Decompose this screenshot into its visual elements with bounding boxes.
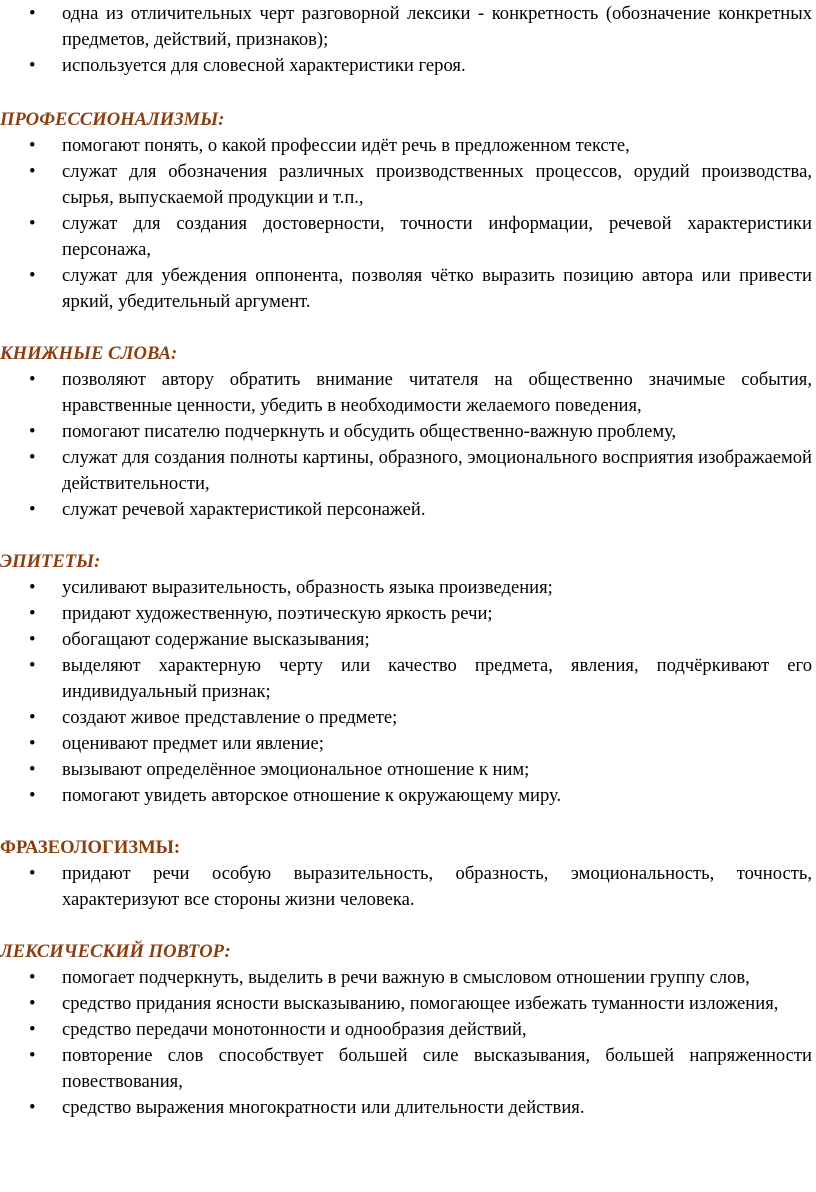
list-item-text: помогают увидеть авторское отношение к окружающему миру. [62, 785, 562, 806]
list-item-text: оценивают предмет или явление; [62, 733, 324, 754]
section-heading: КНИЖНЫЕ СЛОВА: [0, 343, 178, 364]
bullet: • [29, 213, 36, 234]
list-item [0, 965, 814, 991]
list-item [0, 445, 814, 497]
list-item-text: помогают понять, о какой профессии идёт речь в предложенном тексте, [62, 135, 630, 156]
list-item-text: придают речи особую выразительность, образность, эмоциональность, точность, характеризуют все стороны жизни человека. [62, 863, 812, 910]
list-item-text: усиливают выразительность, образность языка произведения; [62, 577, 553, 598]
intro-section [0, 0, 814, 79]
bullet: • [29, 967, 36, 988]
list-item [0, 1017, 814, 1043]
bullet: • [29, 1097, 36, 1118]
list-item-text: одна из отличительных черт разговорной лексики - конкретность (обозначение конкретных предметов, действий, признаков); [62, 3, 812, 50]
list-item [0, 367, 814, 419]
section-heading: ПРОФЕССИОНАЛИЗМЫ: [0, 109, 225, 130]
bullet: • [29, 629, 36, 650]
section-list [0, 965, 814, 1121]
list-item-text: используется для словесной характеристики героя. [62, 55, 466, 76]
section-list [0, 133, 814, 315]
bullet: • [29, 265, 36, 286]
list-item [0, 263, 814, 315]
bullet: • [29, 655, 36, 676]
section-phraseologisms [0, 835, 814, 913]
section-heading: ЭПИТЕТЫ: [0, 551, 101, 572]
list-item-text: выделяют характерную черту или качество предмета, явления, подчёркивают его индивидуальный признак; [62, 655, 812, 702]
bullet: • [29, 707, 36, 728]
list-item [0, 53, 814, 79]
list-item [0, 133, 814, 159]
bullet: • [29, 993, 36, 1014]
spacer [0, 315, 814, 341]
spacer [0, 79, 814, 107]
list-item [0, 1, 814, 53]
bullet: • [29, 785, 36, 806]
list-item [0, 419, 814, 445]
list-item-text: помогает подчеркнуть, выделить в речи важную в смысловом отношении группу слов, [62, 967, 750, 988]
section-heading: ЛЕКСИЧЕСКИЙ ПОВТОР: [0, 941, 231, 962]
bullet: • [29, 161, 36, 182]
list-item [0, 705, 814, 731]
list-item [0, 627, 814, 653]
bullet: • [29, 499, 36, 520]
section-heading: ФРАЗЕОЛОГИЗМЫ: [0, 837, 181, 858]
bullet: • [29, 759, 36, 780]
list-item [0, 783, 814, 809]
list-item-text: служат для убеждения оппонента, позволяя чётко выразить позицию автора или привести яркий, убедительный аргумент. [62, 265, 812, 312]
list-item [0, 497, 814, 523]
list-item-text: вызывают определённое эмоциональное отношение к ним; [62, 759, 530, 780]
section-book-words [0, 341, 814, 523]
list-item-text: помогают писателю подчеркнуть и обсудить общественно-важную проблему, [62, 421, 677, 442]
list-item [0, 757, 814, 783]
bullet: • [29, 3, 36, 24]
bullet: • [29, 55, 36, 76]
list-item [0, 1043, 814, 1095]
spacer [0, 809, 814, 835]
bullet: • [29, 863, 36, 884]
section-epithets [0, 549, 814, 809]
list-item-text: служат для обозначения различных производственных процессов, орудий производства, сырья, выпускаемой продукции и т.п., [62, 161, 812, 208]
bullet: • [29, 135, 36, 156]
list-item [0, 159, 814, 211]
bullet: • [29, 1045, 36, 1066]
list-item [0, 575, 814, 601]
list-item [0, 1095, 814, 1121]
bullet: • [29, 603, 36, 624]
list-item-text: обогащают содержание высказывания; [62, 629, 370, 650]
bullet: • [29, 733, 36, 754]
list-item-text: создают живое представление о предмете; [62, 707, 398, 728]
list-item [0, 653, 814, 705]
list-item [0, 861, 814, 913]
list-item [0, 211, 814, 263]
list-item-text: служат для создания достоверности, точности информации, речевой характеристики персонажа, [62, 213, 812, 260]
spacer [0, 523, 814, 549]
bullet: • [29, 421, 36, 442]
spacer [0, 913, 814, 939]
list-item [0, 731, 814, 757]
bullet: • [29, 447, 36, 468]
bullet: • [29, 577, 36, 598]
list-item-text: позволяют автору обратить внимание читателя на общественно значимые события, нравственные ценности, убедить в необходимости желаемого поведения, [62, 369, 812, 416]
intro-list [0, 1, 814, 79]
list-item-text: средство придания ясности высказыванию, помогающее избежать туманности изложения, [62, 993, 779, 1014]
list-item-text: служат речевой характеристикой персонажей. [62, 499, 426, 520]
bullet: • [29, 1019, 36, 1040]
section-list [0, 861, 814, 913]
list-item-text: средство передачи монотонности и однообразия действий, [62, 1019, 527, 1040]
list-item [0, 991, 814, 1017]
list-item-text: придают художественную, поэтическую яркость речи; [62, 603, 493, 624]
list-item-text: средство выражения многократности или длительности действия. [62, 1097, 585, 1118]
section-lexical-repetition [0, 939, 814, 1121]
list-item-text: служат для создания полноты картины, образного, эмоционального восприятия изображаемой действительности, [62, 447, 812, 494]
list-item [0, 601, 814, 627]
section-list [0, 575, 814, 809]
section-list [0, 367, 814, 523]
bullet: • [29, 369, 36, 390]
section-professionalisms [0, 107, 814, 315]
list-item-text: повторение слов способствует большей силе высказывания, большей напряженности повествования, [62, 1045, 812, 1092]
